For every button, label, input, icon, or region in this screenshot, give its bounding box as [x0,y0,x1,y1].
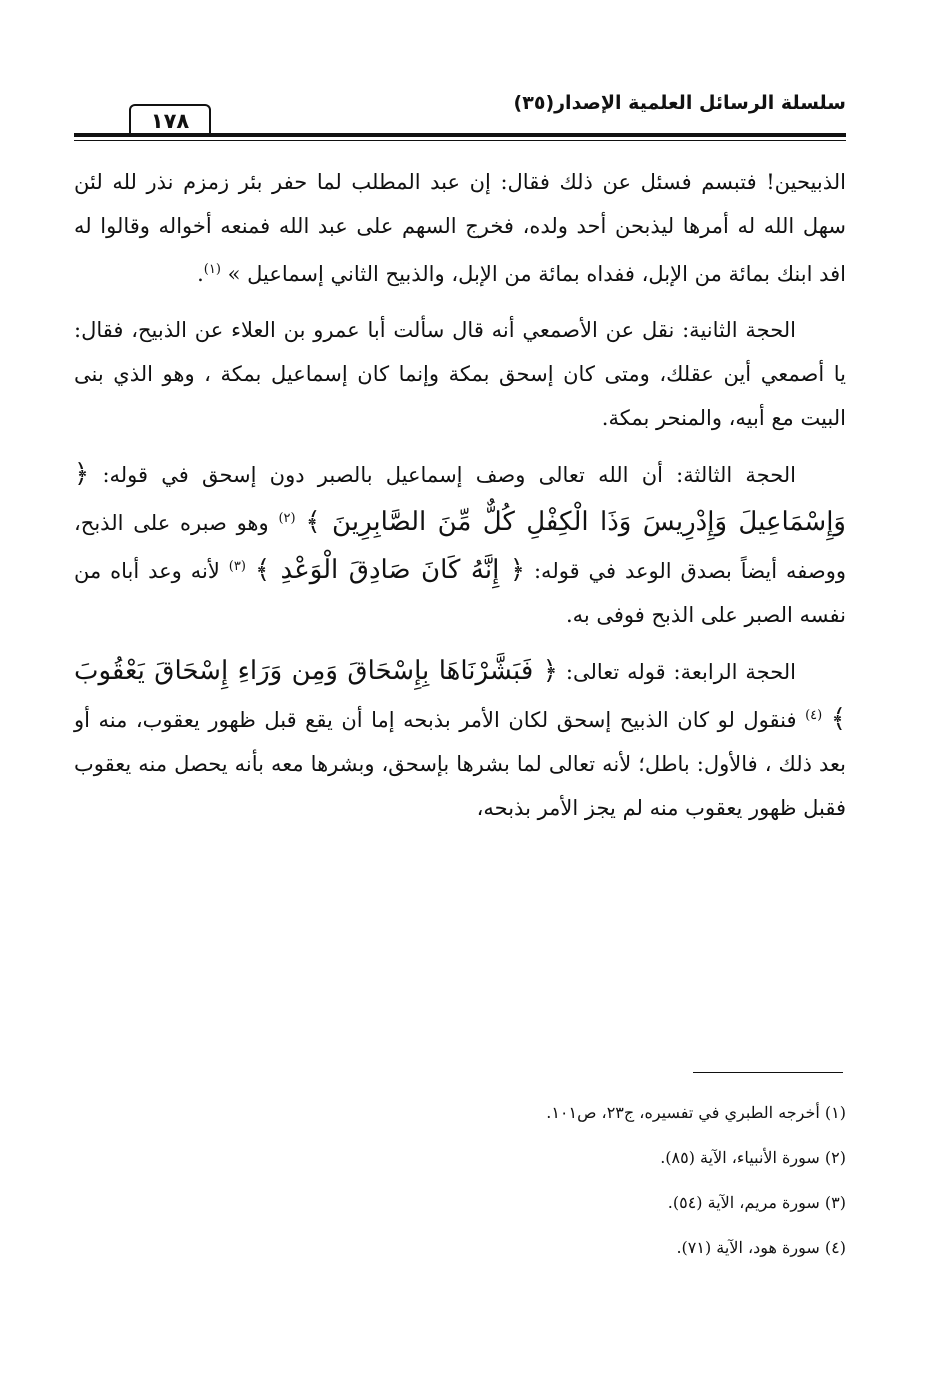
quran-verse-2: ﴿ إِنَّهُ كَانَ صَادِقَ الْوَعْدِ ﴾ [254,555,526,585]
paragraph-text: الحجة الثانية: نقل عن الأصمعي أنه قال سألت أبا عمرو بن العلاء عن الذبيح، فقال: يا أصمعي أين عقلك، ومتى كان إسحق بمكة وإنما كان إسماعيل بمكة ، وهو الذي بنى البيت مع أبيه، والمنحر بمكة. [74,318,846,430]
footnote-1: (١) أخرجه الطبري في تفسيره، ج٢٣، ص١٠١. [546,1103,846,1122]
paragraph-lead: الحجة الرابعة: قوله تعالى: [565,660,796,684]
page-header [74,86,846,138]
quran-verse-1: ﴿ وَإِسْمَاعِيلَ وَإِدْرِيسَ وَذَا الْكِفْلِ كُلٌّ مِّنَ الصَّابِرِينَ ﴾ [74,459,846,537]
footnote-ref-3: (٣) [228,559,246,574]
paragraph-3 [74,452,846,637]
footnotes [74,1090,846,1270]
paragraph-tail: . [197,262,204,286]
header-rule-thin [74,140,846,141]
footnote-ref-2: (٢) [278,511,296,526]
footnote-4: (٤) سورة هود، الآية (٧١). [676,1238,846,1257]
paragraph-1 [74,160,846,296]
paragraph-text: الذبيحين! فتبسم فسئل عن ذلك فقال: إن عبد المطلب لما حفر بئر زمزم نذر لله لئن سهل الله له أمرها ليذبحن أحد ولده، فخرج السهم على عبد الله فمنعه أخواله وقالوا له افد ابنك بمائة من الإبل، ففداه بمائة من الإبل، والذبيح الثاني إسماعيل » [74,170,846,286]
paragraph-4 [74,649,846,830]
paragraph-tail: فنقول لو كان الذبيح إسحق لكان الأمر بذبحه إما أن يقع قبل ظهور يعقوب، منه أو بعد ذلك ، فالأول: باطل؛ لأنه تعالى لما بشرها بإسحق، وبشرها معه بأنه يحصل منه يعقوب فقبل ظهور يعقوب منه لم يجز الأمر بذبحه، [74,708,846,820]
paragraph-2 [74,308,846,440]
footnote-3: (٣) سورة مريم، الآية (٥٤). [667,1193,846,1212]
main-text [74,160,846,842]
series-title: سلسلة الرسائل العلمية الإصدار(٣٥) [513,92,846,114]
footnote-ref-4: (٤) [805,708,823,723]
footnote-2: (٢) سورة الأنبياء، الآية (٨٥). [660,1148,846,1167]
page-number: ١٧٨ [129,104,211,136]
header-rule-thick [74,133,846,137]
footnote-separator [693,1072,843,1073]
paragraph-mid: وهو صبره على الذبح، ووصفه أيضاً بصدق الوعد في قوله: [74,511,846,583]
paragraph-lead: الحجة الثالثة: أن الله تعالى وصف إسماعيل بالصبر دون إسحق في قوله: [102,463,796,487]
quran-verse-3: ﴿ فَبَشَّرْنَاهَا بِإِسْحَاقَ وَمِن وَرَاءِ إِسْحَاقَ يَعْقُوبَ ﴾ [74,656,846,734]
paragraph-tail: لأنه وعد أباه من نفسه الصبر على الذبح فوفى به. [74,559,846,627]
footnote-ref-1: (١) [203,262,221,277]
